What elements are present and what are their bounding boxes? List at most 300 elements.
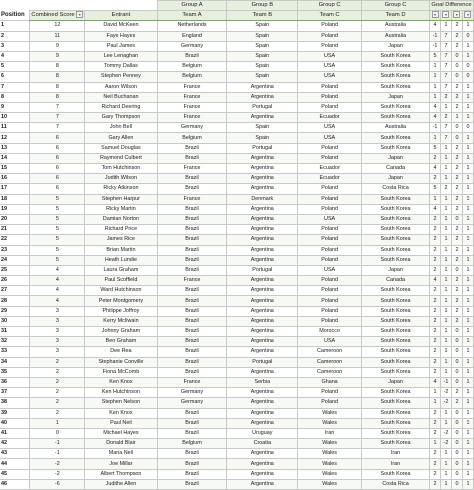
goal-diff-3-cell[interactable]: 2 [451, 316, 462, 326]
goal-diff-4-cell[interactable]: 1 [462, 41, 473, 51]
goal-diff-4-cell[interactable]: 1 [462, 133, 473, 143]
position-cell[interactable]: 30 [0, 316, 30, 326]
team-c-cell[interactable]: Poland [298, 102, 362, 112]
position-cell[interactable]: 18 [0, 194, 30, 204]
goal-diff-3-cell[interactable]: 2 [451, 306, 462, 316]
goal-diff-2-cell[interactable]: 7 [440, 31, 451, 41]
position-cell[interactable]: 20 [0, 214, 30, 224]
goal-diff-3-cell[interactable]: 2 [451, 255, 462, 265]
team-d-cell[interactable]: South Korea [362, 367, 430, 377]
team-a-cell[interactable]: Brazil [157, 367, 227, 377]
team-b-cell[interactable]: Argentina [227, 82, 298, 92]
goal-diff-4-cell[interactable]: 1 [462, 367, 473, 377]
goal-diff-2-cell[interactable]: 1 [440, 153, 451, 163]
team-b-cell[interactable]: Spain [227, 133, 298, 143]
goal-diff-1-cell[interactable]: 1 [430, 439, 441, 449]
score-cell[interactable]: 4 [30, 276, 85, 286]
team-b-cell[interactable]: Argentina [227, 92, 298, 102]
team-b-cell[interactable]: Croatia [227, 439, 298, 449]
goal-diff-4-cell[interactable]: 1 [462, 245, 473, 255]
entrant-cell[interactable]: Paul Scoffield [85, 276, 157, 286]
gd-filter-4[interactable] [462, 11, 473, 21]
goal-diff-1-cell[interactable]: 4 [430, 377, 441, 387]
goal-diff-3-cell[interactable]: 0 [451, 327, 462, 337]
score-cell[interactable]: 5 [30, 194, 85, 204]
entrant-cell[interactable]: Ken Hutchinson [85, 388, 157, 398]
goal-diff-4-cell[interactable]: 1 [462, 296, 473, 306]
team-b-cell[interactable]: Portugal [227, 265, 298, 275]
team-a-cell[interactable]: Brazil [157, 184, 227, 194]
team-d-cell[interactable]: Australia [362, 123, 430, 133]
goal-diff-2-cell[interactable]: 1 [440, 204, 451, 214]
team-d-cell[interactable]: South Korea [362, 194, 430, 204]
position-cell[interactable]: 43 [0, 449, 30, 459]
position-cell[interactable]: 15 [0, 164, 30, 174]
score-cell[interactable]: 2 [30, 377, 85, 387]
goal-diff-2-cell[interactable]: -2 [440, 439, 451, 449]
score-cell[interactable]: -2 [30, 469, 85, 479]
score-cell[interactable]: 3 [30, 327, 85, 337]
team-c-cell[interactable]: Poland [298, 31, 362, 41]
position-cell[interactable]: 31 [0, 327, 30, 337]
team-d-cell[interactable]: South Korea [362, 235, 430, 245]
goal-diff-1-cell[interactable]: 2 [430, 245, 441, 255]
entrant-cell[interactable]: Heath Lundie [85, 255, 157, 265]
score-cell[interactable]: 4 [30, 296, 85, 306]
team-c-cell[interactable]: Poland [298, 245, 362, 255]
entrant-cell[interactable]: Gary Allen [85, 133, 157, 143]
goal-diff-2-cell[interactable]: 7 [440, 72, 451, 82]
goal-diff-1-cell[interactable]: 2 [430, 347, 441, 357]
team-d-cell[interactable]: South Korea [362, 428, 430, 438]
goal-diff-2-cell[interactable]: 7 [440, 123, 451, 133]
team-c-cell[interactable]: Cameroon [298, 347, 362, 357]
score-cell[interactable]: 8 [30, 82, 85, 92]
goal-diff-3-cell[interactable]: 2 [451, 153, 462, 163]
team-c-cell[interactable]: Ecuador [298, 164, 362, 174]
team-b-cell[interactable]: Serbia [227, 377, 298, 387]
goal-diff-4-cell[interactable]: 1 [462, 174, 473, 184]
team-a-cell[interactable]: Belgium [157, 439, 227, 449]
team-c-cell[interactable]: Ghana [298, 377, 362, 387]
goal-diff-3-cell[interactable]: 0 [451, 133, 462, 143]
team-c-cell[interactable]: USA [298, 133, 362, 143]
entrant-cell[interactable]: Ken Knox [85, 377, 157, 387]
goal-diff-4-cell[interactable]: 1 [462, 184, 473, 194]
goal-diff-3-cell[interactable]: 0 [451, 337, 462, 347]
goal-diff-1-cell[interactable]: 1 [430, 92, 441, 102]
goal-diff-4-cell[interactable]: 1 [462, 306, 473, 316]
position-cell[interactable]: 11 [0, 123, 30, 133]
goal-diff-2-cell[interactable]: 1 [440, 296, 451, 306]
goal-diff-4-cell[interactable]: 1 [462, 316, 473, 326]
team-c-cell[interactable]: USA [298, 62, 362, 72]
position-cell[interactable]: 25 [0, 265, 30, 275]
team-a-cell[interactable]: Belgium [157, 72, 227, 82]
position-cell[interactable]: 7 [0, 82, 30, 92]
goal-diff-1-cell[interactable]: 4 [430, 164, 441, 174]
goal-diff-1-cell[interactable]: 2 [430, 316, 441, 326]
team-d-cell[interactable]: South Korea [362, 255, 430, 265]
goal-diff-1-cell[interactable]: 4 [430, 276, 441, 286]
team-b-cell[interactable]: Argentina [227, 164, 298, 174]
team-d-cell[interactable]: Australia [362, 31, 430, 41]
goal-diff-3-cell[interactable]: 0 [451, 347, 462, 357]
position-cell[interactable]: 39 [0, 408, 30, 418]
team-d-cell[interactable]: South Korea [362, 469, 430, 479]
team-c-cell[interactable]: Poland [298, 143, 362, 153]
team-a-cell[interactable]: Brazil [157, 306, 227, 316]
entrant-cell[interactable]: Paul James [85, 41, 157, 51]
team-a-cell[interactable]: France [157, 92, 227, 102]
team-a-cell[interactable]: Brazil [157, 418, 227, 428]
entrant-cell[interactable]: Aaron Wilson [85, 82, 157, 92]
team-c-cell[interactable]: Poland [298, 92, 362, 102]
team-a-cell[interactable]: Brazil [157, 316, 227, 326]
team-d-cell[interactable]: South Korea [362, 286, 430, 296]
team-d-cell[interactable]: Japan [362, 174, 430, 184]
goal-diff-2-cell[interactable]: 7 [440, 62, 451, 72]
team-b-cell[interactable]: Argentina [227, 296, 298, 306]
goal-diff-2-cell[interactable]: 1 [440, 245, 451, 255]
score-cell[interactable]: 12 [30, 21, 85, 31]
team-a-cell[interactable]: Brazil [157, 449, 227, 459]
goal-diff-3-cell[interactable]: 2 [451, 296, 462, 306]
team-a-cell[interactable]: Germany [157, 123, 227, 133]
team-c-cell[interactable]: Poland [298, 296, 362, 306]
entrant-cell[interactable]: Donald Blair [85, 439, 157, 449]
entrant-cell[interactable]: Raymond Culbert [85, 153, 157, 163]
team-d-cell[interactable]: South Korea [362, 306, 430, 316]
goal-diff-4-cell[interactable]: 1 [462, 377, 473, 387]
team-c-cell[interactable]: Poland [298, 398, 362, 408]
goal-diff-3-cell[interactable]: 0 [451, 357, 462, 367]
entrant-cell[interactable]: Samuel Douglas [85, 143, 157, 153]
goal-diff-2-cell[interactable]: 7 [440, 41, 451, 51]
team-a-cell[interactable]: Brazil [157, 235, 227, 245]
goal-diff-1-cell[interactable]: 2 [430, 479, 441, 489]
team-b-cell[interactable]: Argentina [227, 245, 298, 255]
goal-diff-2-cell[interactable]: 1 [440, 21, 451, 31]
goal-diff-2-cell[interactable]: 1 [440, 306, 451, 316]
goal-diff-4-cell[interactable]: 1 [462, 276, 473, 286]
goal-diff-1-cell[interactable]: 1 [430, 62, 441, 72]
entrant-cell[interactable]: Richard Deering [85, 102, 157, 112]
team-d-cell[interactable]: Iran [362, 459, 430, 469]
filter-dropdown-icon[interactable]: ▾ [442, 11, 449, 18]
team-c-cell[interactable]: Poland [298, 286, 362, 296]
team-b-cell[interactable]: Argentina [227, 367, 298, 377]
goal-diff-2-cell[interactable]: 1 [440, 194, 451, 204]
team-a-cell[interactable]: Brazil [157, 245, 227, 255]
gd-filter-3[interactable] [451, 11, 462, 21]
team-a-cell[interactable]: Belgium [157, 133, 227, 143]
team-b-cell[interactable]: Argentina [227, 388, 298, 398]
team-a-cell[interactable]: France [157, 377, 227, 387]
goal-diff-2-cell[interactable]: 1 [440, 479, 451, 489]
goal-diff-4-cell[interactable]: 1 [462, 327, 473, 337]
entrant-cell[interactable]: Ricky Martin [85, 204, 157, 214]
team-a-cell[interactable]: Brazil [157, 327, 227, 337]
team-d-cell[interactable]: South Korea [362, 113, 430, 123]
team-c-cell[interactable]: USA [298, 214, 362, 224]
goal-diff-1-cell[interactable]: 2 [430, 408, 441, 418]
team-c-cell[interactable]: Poland [298, 255, 362, 265]
goal-diff-3-cell[interactable]: 0 [451, 123, 462, 133]
score-cell[interactable]: 1 [30, 418, 85, 428]
team-a-cell[interactable]: Netherlands [157, 21, 227, 31]
goal-diff-3-cell[interactable]: 0 [451, 449, 462, 459]
goal-diff-4-cell[interactable]: 1 [462, 439, 473, 449]
entrant-cell[interactable]: Philippe Joffroy [85, 306, 157, 316]
team-b-cell[interactable]: Argentina [227, 235, 298, 245]
goal-diff-4-cell[interactable]: 1 [462, 388, 473, 398]
score-cell[interactable]: 2 [30, 398, 85, 408]
goal-diff-1-cell[interactable]: 1 [430, 194, 441, 204]
team-c-cell[interactable]: USA [298, 265, 362, 275]
team-c-cell[interactable]: Wales [298, 439, 362, 449]
goal-diff-3-cell[interactable]: 2 [451, 92, 462, 102]
position-cell[interactable]: 13 [0, 143, 30, 153]
goal-diff-1-cell[interactable]: 4 [430, 204, 441, 214]
filter-dropdown-icon[interactable]: ▾ [432, 11, 439, 18]
score-cell[interactable]: 8 [30, 92, 85, 102]
score-cell[interactable]: 3 [30, 316, 85, 326]
team-d-cell[interactable]: South Korea [362, 72, 430, 82]
entrant-cell[interactable]: Ricky Atkinson [85, 184, 157, 194]
goal-diff-2-cell[interactable]: -2 [440, 388, 451, 398]
team-d-cell[interactable]: South Korea [362, 51, 430, 61]
position-cell[interactable]: 28 [0, 296, 30, 306]
goal-diff-1-cell[interactable]: 2 [430, 459, 441, 469]
goal-diff-4-cell[interactable]: 1 [462, 113, 473, 123]
team-a-cell[interactable]: Brazil [157, 265, 227, 275]
team-d-cell[interactable]: South Korea [362, 439, 430, 449]
goal-diff-4-cell[interactable]: 1 [462, 449, 473, 459]
team-c-cell[interactable]: Poland [298, 204, 362, 214]
team-a-cell[interactable]: Brazil [157, 174, 227, 184]
team-d-cell[interactable]: South Korea [362, 214, 430, 224]
team-d-cell[interactable]: Canada [362, 164, 430, 174]
goal-diff-4-cell[interactable]: 1 [462, 194, 473, 204]
score-cell[interactable]: 8 [30, 62, 85, 72]
team-d-cell[interactable]: South Korea [362, 62, 430, 72]
entrant-cell[interactable]: John Bell [85, 123, 157, 133]
filter-dropdown-icon[interactable]: ▾ [453, 11, 460, 18]
team-d-cell[interactable]: South Korea [362, 296, 430, 306]
goal-diff-4-cell[interactable]: 1 [462, 82, 473, 92]
entrant-cell[interactable]: Michael Hayes [85, 428, 157, 438]
team-d-cell[interactable]: Costa Rica [362, 184, 430, 194]
position-cell[interactable]: 44 [0, 459, 30, 469]
goal-diff-3-cell[interactable]: 2 [451, 41, 462, 51]
team-c-cell[interactable]: Poland [298, 225, 362, 235]
entrant-cell[interactable]: Fiona McComb [85, 367, 157, 377]
position-cell[interactable]: 3 [0, 41, 30, 51]
team-b-cell[interactable]: Argentina [227, 153, 298, 163]
goal-diff-3-cell[interactable]: 0 [451, 367, 462, 377]
position-cell[interactable]: 35 [0, 367, 30, 377]
team-b-cell[interactable]: Argentina [227, 479, 298, 489]
score-cell[interactable]: -6 [30, 479, 85, 489]
team-a-cell[interactable]: Brazil [157, 347, 227, 357]
score-cell[interactable]: 6 [30, 133, 85, 143]
team-b-cell[interactable]: Spain [227, 31, 298, 41]
position-cell[interactable]: 16 [0, 174, 30, 184]
score-cell[interactable]: 2 [30, 388, 85, 398]
team-b-cell[interactable]: Argentina [227, 337, 298, 347]
goal-diff-4-cell[interactable]: 1 [462, 265, 473, 275]
goal-diff-4-cell[interactable]: 0 [462, 62, 473, 72]
goal-diff-4-cell[interactable]: 1 [462, 164, 473, 174]
goal-diff-4-cell[interactable]: 1 [462, 347, 473, 357]
position-cell[interactable]: 4 [0, 51, 30, 61]
team-c-cell[interactable]: Poland [298, 82, 362, 92]
goal-diff-3-cell[interactable]: 2 [451, 276, 462, 286]
goal-diff-4-cell[interactable]: 1 [462, 479, 473, 489]
team-c-cell[interactable]: Ecuador [298, 113, 362, 123]
score-cell[interactable]: 7 [30, 113, 85, 123]
goal-diff-3-cell[interactable]: 2 [451, 164, 462, 174]
score-cell[interactable]: 3 [30, 347, 85, 357]
position-cell[interactable]: 1 [0, 21, 30, 31]
team-d-cell[interactable]: Japan [362, 265, 430, 275]
position-cell[interactable]: 36 [0, 377, 30, 387]
score-cell[interactable]: -2 [30, 459, 85, 469]
position-cell[interactable]: 14 [0, 153, 30, 163]
goal-diff-3-cell[interactable]: 0 [451, 418, 462, 428]
team-a-cell[interactable]: Brazil [157, 255, 227, 265]
goal-diff-1-cell[interactable]: 4 [430, 113, 441, 123]
goal-diff-3-cell[interactable]: 0 [451, 428, 462, 438]
goal-diff-3-cell[interactable]: 0 [451, 62, 462, 72]
team-c-cell[interactable]: Morocco [298, 327, 362, 337]
team-b-cell[interactable]: Argentina [227, 225, 298, 235]
position-cell[interactable]: 38 [0, 398, 30, 408]
goal-diff-4-cell[interactable]: 1 [462, 51, 473, 61]
team-b-cell[interactable]: Argentina [227, 316, 298, 326]
team-d-cell[interactable]: South Korea [362, 225, 430, 235]
team-b-cell[interactable]: Spain [227, 72, 298, 82]
goal-diff-4-cell[interactable]: 1 [462, 153, 473, 163]
team-b-cell[interactable]: Argentina [227, 113, 298, 123]
goal-diff-4-cell[interactable]: 0 [462, 31, 473, 41]
entrant-cell[interactable]: Faye Hayes [85, 31, 157, 41]
team-c-cell[interactable]: USA [298, 51, 362, 61]
team-c-cell[interactable]: Poland [298, 306, 362, 316]
team-c-cell[interactable]: Poland [298, 41, 362, 51]
score-cell[interactable]: 8 [30, 72, 85, 82]
team-b-cell[interactable]: Argentina [227, 418, 298, 428]
entrant-cell[interactable]: Judithe Allen [85, 479, 157, 489]
score-cell[interactable]: 9 [30, 41, 85, 51]
team-d-cell[interactable]: South Korea [362, 204, 430, 214]
team-a-cell[interactable]: France [157, 164, 227, 174]
entrant-cell[interactable]: Johnny Graham [85, 327, 157, 337]
team-d-cell[interactable]: South Korea [362, 133, 430, 143]
goal-diff-2-cell[interactable]: 1 [440, 164, 451, 174]
goal-diff-1-cell[interactable]: 5 [430, 184, 441, 194]
goal-diff-2-cell[interactable]: -2 [440, 398, 451, 408]
team-d-cell[interactable]: South Korea [362, 245, 430, 255]
team-d-cell[interactable]: South Korea [362, 327, 430, 337]
entrant-cell[interactable]: Paul Neil [85, 418, 157, 428]
score-cell[interactable]: 5 [30, 204, 85, 214]
goal-diff-1-cell[interactable]: -1 [430, 31, 441, 41]
goal-diff-1-cell[interactable]: 2 [430, 327, 441, 337]
team-d-cell[interactable]: South Korea [362, 337, 430, 347]
team-c-cell[interactable]: Poland [298, 21, 362, 31]
score-cell[interactable]: 5 [30, 225, 85, 235]
goal-diff-3-cell[interactable]: 0 [451, 479, 462, 489]
entrant-cell[interactable]: Ben Graham [85, 337, 157, 347]
goal-diff-3-cell[interactable]: 0 [451, 459, 462, 469]
goal-diff-1-cell[interactable]: 2 [430, 469, 441, 479]
goal-diff-4-cell[interactable]: 1 [462, 418, 473, 428]
goal-diff-4-cell[interactable]: 1 [462, 357, 473, 367]
goal-diff-3-cell[interactable]: 2 [451, 82, 462, 92]
entrant-cell[interactable]: Brian Martin [85, 245, 157, 255]
goal-diff-1-cell[interactable]: -1 [430, 123, 441, 133]
score-cell[interactable]: 7 [30, 123, 85, 133]
entrant-cell[interactable]: Maria Neil [85, 449, 157, 459]
team-c-cell[interactable]: USA [298, 123, 362, 133]
team-d-cell[interactable]: Iran [362, 449, 430, 459]
goal-diff-2-cell[interactable]: 7 [440, 133, 451, 143]
goal-diff-3-cell[interactable]: 0 [451, 377, 462, 387]
score-cell[interactable]: 0 [30, 428, 85, 438]
goal-diff-2-cell[interactable]: 1 [440, 367, 451, 377]
team-a-cell[interactable]: Brazil [157, 296, 227, 306]
goal-diff-3-cell[interactable]: 0 [451, 469, 462, 479]
goal-diff-1-cell[interactable]: 5 [430, 143, 441, 153]
team-d-cell[interactable]: Japan [362, 92, 430, 102]
entrant-cell[interactable]: Stephanie Conville [85, 357, 157, 367]
team-c-cell[interactable]: Poland [298, 194, 362, 204]
team-a-cell[interactable]: France [157, 276, 227, 286]
score-cell[interactable]: 6 [30, 153, 85, 163]
goal-diff-3-cell[interactable]: 2 [451, 204, 462, 214]
team-d-cell[interactable]: Australia [362, 21, 430, 31]
team-b-cell[interactable]: Portugal [227, 143, 298, 153]
entrant-cell[interactable]: Judith Wilson [85, 174, 157, 184]
goal-diff-1-cell[interactable]: 4 [430, 102, 441, 112]
goal-diff-3-cell[interactable]: 2 [451, 143, 462, 153]
position-cell[interactable]: 12 [0, 133, 30, 143]
team-b-cell[interactable]: Argentina [227, 286, 298, 296]
goal-diff-4-cell[interactable]: 1 [462, 398, 473, 408]
team-d-cell[interactable]: South Korea [362, 418, 430, 428]
goal-diff-2-cell[interactable]: -1 [440, 377, 451, 387]
team-a-cell[interactable]: Brazil [157, 286, 227, 296]
entrant-cell[interactable]: David McKeen [85, 21, 157, 31]
goal-diff-1-cell[interactable]: 2 [430, 225, 441, 235]
entrant-cell[interactable]: James Rice [85, 235, 157, 245]
goal-diff-3-cell[interactable]: 2 [451, 102, 462, 112]
team-a-cell[interactable]: France [157, 194, 227, 204]
goal-diff-2-cell[interactable]: 1 [440, 459, 451, 469]
team-a-cell[interactable]: England [157, 31, 227, 41]
goal-diff-2-cell[interactable]: 1 [440, 143, 451, 153]
entrant-cell[interactable]: Gary Thompson [85, 113, 157, 123]
goal-diff-2-cell[interactable]: 1 [440, 357, 451, 367]
goal-diff-2-cell[interactable]: 1 [440, 408, 451, 418]
team-d-cell[interactable]: South Korea [362, 398, 430, 408]
position-cell[interactable]: 9 [0, 102, 30, 112]
score-cell[interactable]: -1 [30, 439, 85, 449]
team-a-cell[interactable]: Brazil [157, 153, 227, 163]
goal-diff-2-cell[interactable]: 1 [440, 327, 451, 337]
